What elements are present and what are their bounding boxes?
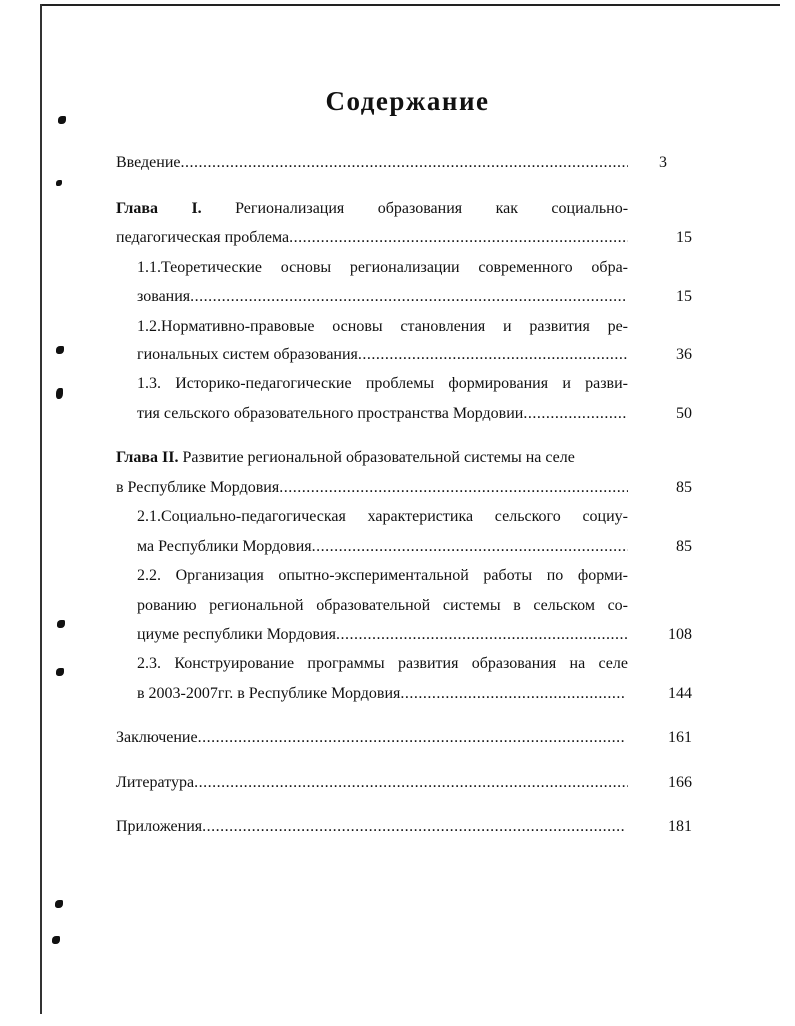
scan-mark [57, 620, 65, 628]
scan-mark [56, 388, 63, 399]
toc-label: 1.2.Нормативно-правовые основы становления и развития ре- [137, 318, 628, 335]
scan-mark [56, 180, 62, 186]
toc-label: 1.3. Историко-педагогические проблемы формирования и разви- [137, 375, 628, 392]
page-top-border [40, 4, 780, 6]
toc-label: в 2003-2007гг. в Республике Мордовия [137, 685, 401, 702]
scan-mark [56, 668, 64, 676]
toc-section-1-1-line1[interactable] [137, 258, 628, 278]
toc-label: 2.1.Социально-педагогическая характеристика сельского социу- [137, 508, 628, 525]
toc-section-1-2-line2[interactable] [137, 345, 628, 365]
toc-entry-literature[interactable] [116, 773, 628, 793]
chapter-word: социально- [551, 200, 629, 217]
chapter-word: как [495, 200, 518, 217]
toc-chapter-2-line1[interactable] [116, 448, 628, 468]
toc-label: Приложения [116, 818, 203, 835]
toc-label: 2.3. Конструирование программы развития образования на селе [137, 655, 628, 672]
dot-leader [279, 478, 628, 498]
chapter-word: Регионализация [235, 200, 345, 217]
toc-label: тия сельского образовательного пространства Мордовии [137, 405, 524, 422]
dot-leader [198, 728, 626, 748]
dot-leader [400, 684, 625, 704]
scan-mark [52, 936, 60, 944]
toc-section-2-3-line2[interactable] [137, 684, 625, 704]
toc-label: циуме республики Мордовия [137, 626, 336, 643]
toc-label: гиональных систем образования [137, 346, 358, 363]
page-left-border [40, 4, 42, 1014]
toc-section-2-2-line2[interactable] [137, 596, 628, 616]
dot-leader [194, 773, 628, 793]
toc-page-number: 3 [659, 154, 667, 171]
toc-page-number: 85 [676, 538, 692, 555]
toc-page-number: 85 [676, 479, 692, 496]
toc-page-number: 166 [668, 774, 692, 791]
toc-section-2-3-line1[interactable] [137, 654, 628, 674]
toc-page-number: 15 [676, 288, 692, 305]
toc-label: Заключение [116, 729, 198, 746]
toc-section-2-1-line1[interactable] [137, 507, 628, 527]
toc-section-2-2-line3[interactable] [137, 625, 628, 645]
scan-mark [58, 116, 66, 124]
toc-label: ма Республики Мордовия [137, 538, 312, 555]
toc-section-2-2-line1[interactable] [137, 566, 628, 586]
toc-section-1-3-line1[interactable] [137, 374, 628, 394]
toc-label: Литература [116, 774, 195, 791]
toc-entry-appendix[interactable] [116, 817, 624, 837]
scan-mark [55, 900, 63, 908]
toc-page-number: 161 [668, 729, 692, 746]
toc-chapter-2-line2[interactable] [116, 478, 628, 498]
chapter-word: образования [377, 200, 463, 217]
toc-chapter-1-line2[interactable] [116, 228, 628, 248]
toc-section-1-3-line2[interactable] [137, 404, 628, 424]
toc-label: зования [137, 288, 191, 305]
toc-label: Введение [116, 154, 181, 171]
chapter-prefix: Глава II. [116, 449, 179, 466]
toc-page-number: 36 [676, 346, 692, 363]
toc-entry-conclusion[interactable] [116, 728, 626, 748]
toc-label: 2.2. Организация опытно-экспериментальной работы по форми- [137, 567, 628, 584]
chapter-prefix: Глава [116, 200, 158, 217]
dot-leader [289, 228, 628, 248]
dot-leader [181, 153, 629, 173]
scan-mark [56, 346, 64, 354]
dot-leader [336, 625, 628, 645]
toc-page-number: 108 [668, 626, 692, 643]
dot-leader [202, 817, 624, 837]
toc-section-1-1-line2[interactable] [137, 287, 625, 307]
toc-page-number: 50 [676, 405, 692, 422]
toc-label: педагогическая проблема [116, 229, 290, 246]
page-title: Содержание [325, 86, 490, 116]
toc-chapter-1-line1[interactable] [116, 199, 628, 219]
chapter-number: I. [191, 200, 202, 217]
toc-label: 1.1.Теоретические основы регионализации современного обра- [137, 259, 628, 276]
toc-page-number: 144 [668, 685, 692, 702]
dot-leader [523, 404, 628, 424]
dot-leader [190, 287, 625, 307]
toc-section-1-2-line1[interactable] [137, 317, 628, 337]
toc-label: Развитие региональной образовательной системы на селе [182, 449, 575, 466]
toc-section-2-1-line2[interactable] [137, 537, 628, 557]
toc-label: в Республике Мордовия [116, 479, 280, 496]
dot-leader [312, 537, 628, 557]
toc-entry-intro[interactable] [116, 153, 628, 173]
dot-leader [358, 345, 628, 365]
toc-page-number: 181 [668, 818, 692, 835]
toc-label: рованию региональной образовательной системы в сельском со- [137, 597, 628, 614]
toc-page-number: 15 [676, 229, 692, 246]
